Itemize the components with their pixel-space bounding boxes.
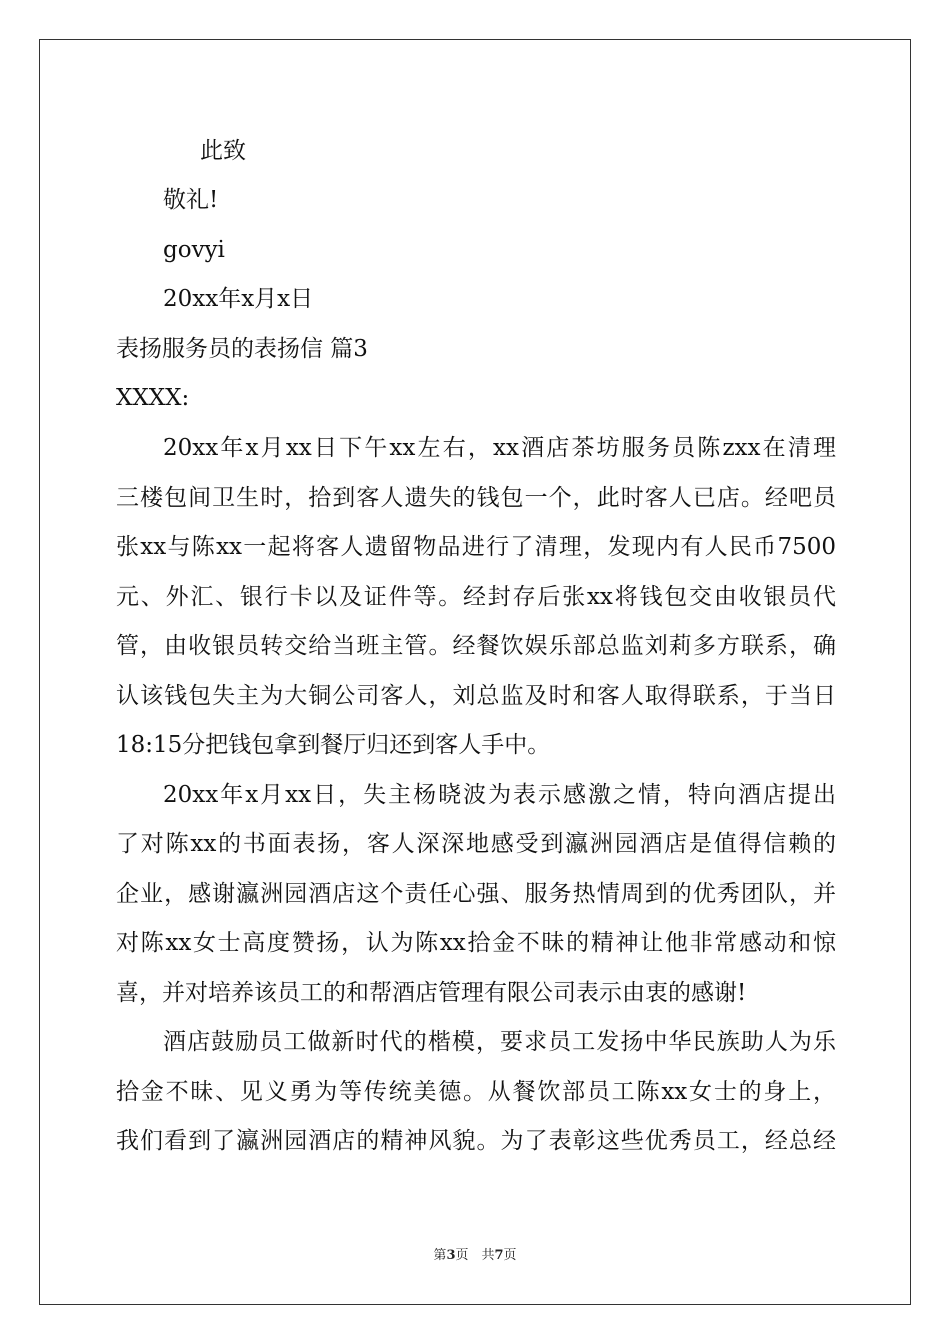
body-line: 管，由收银员转交给当班主管。经餐饮娱乐部总监刘莉多方联系，确: [116, 633, 836, 659]
footer-prefix: 第: [433, 1248, 447, 1263]
closing-regards: 敬礼!: [163, 187, 219, 213]
footer-total-pages: 7: [494, 1248, 504, 1263]
closing-date: 20xx年x月x日: [163, 286, 314, 312]
body-line: 认该钱包失主为大铜公司客人，刘总监及时和客人取得联系，于当日: [116, 683, 836, 709]
page-footer: [0, 1247, 950, 1265]
body-line: 喜，并对培养该员工的和帮酒店管理有限公司表示由衷的感谢!: [116, 980, 747, 1006]
footer-current-page: 3: [446, 1248, 456, 1263]
body-line: 元、外汇、银行卡以及证件等。经封存后张xx将钱包交由收银员代: [116, 584, 836, 610]
body-line: 了对陈xx的书面表扬，客人深深地感受到瀛洲园酒店是值得信赖的: [116, 831, 836, 857]
page-border: [39, 39, 911, 1305]
body-line: 我们看到了瀛洲园酒店的精神风貌。为了表彰这些优秀员工，经总经: [116, 1128, 836, 1154]
footer-mid: 页 共: [455, 1248, 495, 1263]
closing-signature: govyi: [163, 237, 225, 263]
body-line: 三楼包间卫生时，拾到客人遗失的钱包一个，此时客人已店。经吧员: [116, 485, 836, 511]
body-line: 拾金不昧、见义勇为等传统美德。从餐饮部员工陈xx女士的身上，: [116, 1079, 836, 1105]
body-line: 企业，感谢瀛洲园酒店这个责任心强、服务热情周到的优秀团队，并: [116, 881, 836, 907]
body-line: 20xx年x月xx日下午xx左右，xx酒店茶坊服务员陈zxx在清理: [163, 435, 836, 461]
section-title: 表扬服务员的表扬信 篇3: [116, 336, 368, 362]
footer-suffix: 页: [503, 1248, 517, 1263]
body-line: 20xx年x月xx日，失主杨晓波为表示感激之情，特向酒店提出: [163, 782, 836, 808]
body-line: 18:15分把钱包拿到餐厅归还到客人手中。: [116, 732, 551, 758]
body-line: 酒店鼓励员工做新时代的楷模，要求员工发扬中华民族助人为乐: [163, 1029, 836, 1055]
body-line: 张xx与陈xx一起将客人遗留物品进行了清理，发现内有人民币7500: [116, 534, 836, 560]
body-line: 对陈xx女士高度赞扬，认为陈xx拾金不昧的精神让他非常感动和惊: [116, 930, 836, 956]
closing-salutation: 此致: [200, 138, 246, 164]
addressee: XXXX:: [116, 385, 190, 411]
